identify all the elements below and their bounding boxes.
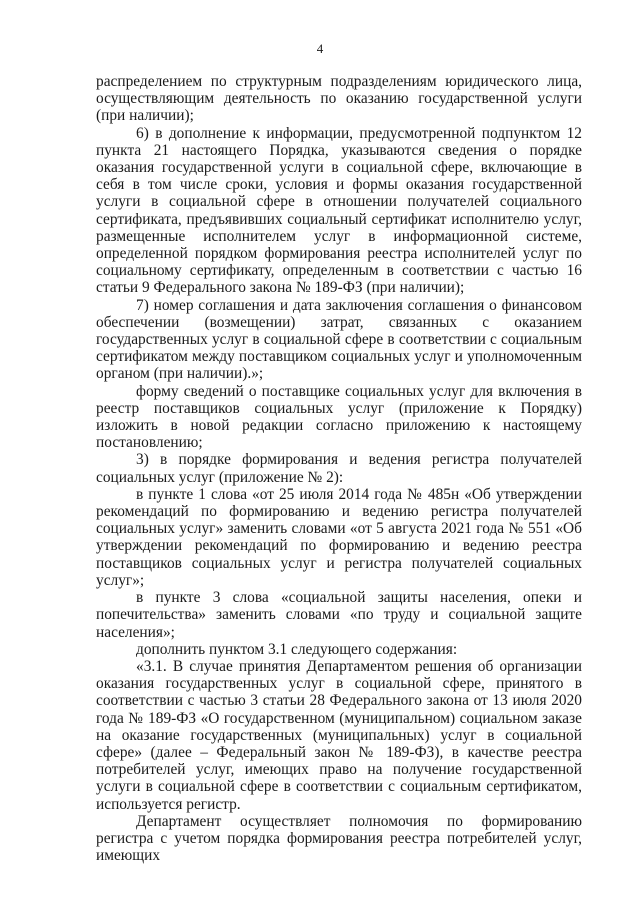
document-body bbox=[96, 73, 582, 864]
paragraph-item-6: 6) в дополнение к информации, предусмотренной подпунктом 12 пункта 21 настоящего Порядка, указываются сведения о порядке оказания государственной услуги в социальной сфере, включающие в себя в том числе сроки, условия и формы оказания государственной услуги в социальной сфере в отношении получателей социального сертификата, предъявивших социальный сертификат исполнителю услуг, размещенные исполнителем услуг в информационной системе, определенной порядком формирования реестра исполнителей услуг по социальному сертификату, определенным в соответствии с частью 16 статьи 9 Федерального закона № 189-ФЗ (при наличии); bbox=[96, 124, 582, 297]
paragraph-item-3: 3) в порядке формирования и ведения регистра получателей социальных услуг (приложение № 2): bbox=[96, 451, 582, 486]
paragraph-add-point-3-1: дополнить пунктом 3.1 следующего содержания: bbox=[136, 640, 458, 658]
paragraph-point-3-1: «3.1. В случае принятия Департаментом решения об организации оказания государственных услуг в социальной сфере, принятого в соответствии с частью 3 статьи 28 Федерального закона от 13 июля 2020 года № 189-ФЗ «О государственном (муниципальном) социальном заказе на оказание государственных (муниципальных) услуг в социальной сфере» (далее – Федеральный закон № 189-ФЗ), в качестве реестра потребителей услуг, имеющих право на получение государственной услуги в социальной сфере в соответствии с социальным сертификатом, используется регистр. bbox=[96, 657, 582, 813]
paragraph-item-7: 7) номер соглашения и дата заключения соглашения о финансовом обеспечении (возмещении) затрат, связанных с оказанием государственных услуг в социальной сфере в соответствии с социальным сертификатом между поставщиком социальных услуг и уполномоченным органом (при наличии).»; bbox=[96, 296, 582, 383]
paragraph-form-info: форму сведений о поставщике социальных услуг для включения в реестр поставщиков социальных услуг (приложение к Порядку) изложить в новой редакции согласно приложению к настоящему постановлению; bbox=[96, 382, 582, 452]
page-number: 4 bbox=[316, 41, 324, 56]
paragraph-department-powers: Департамент осуществляет полномочия по формированию регистра с учетом порядка формирования реестра потребителей услуг, имеющих bbox=[96, 812, 582, 865]
paragraph-point-3-change: в пункте 3 слова «социальной защиты населения, опеки и попечительства» заменить словами «по труду и социальной защите населения»; bbox=[96, 589, 582, 641]
paragraph-continuation: распределением по структурным подразделениям юридического лица, осуществляющим деятельность по оказанию государственной услуги (при наличии); bbox=[96, 73, 582, 125]
paragraph-point-1-change: в пункте 1 слова «от 25 июля 2014 года № 485н «Об утверждении рекомендаций по формированию и ведению регистра получателей социальных услуг» заменить словами «от 5 августа 2021 года № 551 «Об утверждении рекомендаций по формированию и ведению реестра поставщиков социальных услуг и регистра получателей социальных услуг»; bbox=[96, 485, 582, 589]
